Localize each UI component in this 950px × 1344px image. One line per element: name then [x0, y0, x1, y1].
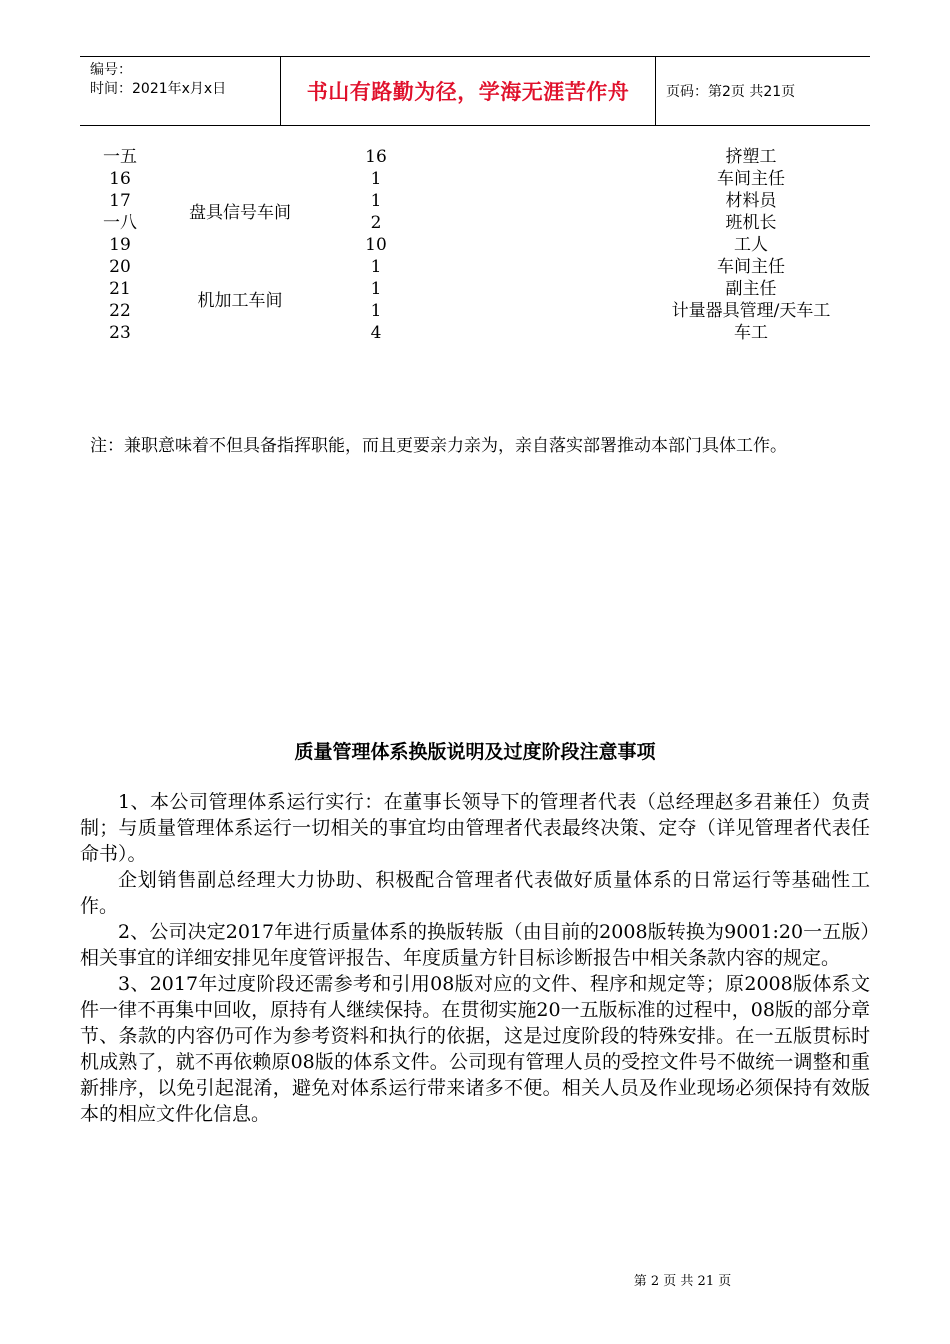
row-role: 材料员 [725, 191, 777, 211]
page-header [80, 56, 870, 126]
row-count: 1 [370, 191, 382, 211]
header-page-cell [656, 57, 870, 125]
header-meta-cell [80, 57, 281, 125]
row-count: 4 [370, 323, 382, 343]
row-count: 1 [370, 169, 382, 189]
page-footer: 第 2 页 共 21 页 [633, 1274, 732, 1289]
row-role: 车间主任 [717, 257, 785, 277]
row-number: 22 [109, 301, 131, 321]
body-paragraph: 2、公司决定2017年进行质量体系的换版转版（由目前的2008版转换为9001:20一五版）相关事宜的详细安排见年度管评报告、年度质量方针目标诊断报告中相关条款内容的规定。 [80, 921, 870, 969]
row-number: 23 [109, 323, 131, 343]
row-role: 车工 [734, 323, 768, 343]
row-number: 19 [109, 235, 131, 255]
document-code-label: 编号： [90, 62, 132, 78]
row-count: 10 [365, 235, 387, 255]
row-number: 一五 [103, 147, 137, 167]
section-title: 质量管理体系换版说明及过度阶段注意事项 [294, 741, 656, 763]
row-count: 1 [370, 279, 382, 299]
table-row [80, 322, 870, 344]
row-number: 21 [109, 279, 131, 299]
table-row [80, 256, 870, 278]
row-count: 2 [370, 213, 382, 233]
row-count: 1 [370, 257, 382, 277]
table-row [80, 146, 870, 168]
row-role: 副主任 [725, 279, 777, 299]
row-count: 1 [370, 301, 382, 321]
body-paragraph: 企划销售副总经理大力协助、积极配合管理者代表做好质量体系的日常运行等基础性工作。 [80, 869, 870, 917]
row-role: 车间主任 [717, 169, 785, 189]
header-motto-cell [281, 57, 656, 125]
row-number: 一八 [103, 213, 137, 233]
table-row [80, 168, 870, 190]
row-count: 16 [365, 147, 387, 167]
document-time-label: 时间：2021年x月x日 [90, 81, 227, 97]
table-row [80, 234, 870, 256]
row-number: 20 [109, 257, 131, 277]
row-role: 计量器具管理/天车工 [671, 301, 831, 321]
row-role: 班机长 [725, 213, 777, 233]
header-motto: 书山有路勤为径，学海无涯苦作舟 [306, 80, 630, 104]
table-note: 注：兼职意味着不但具备指挥职能，而且更要亲力亲为，亲自落实部署推动本部门具体工作。 [90, 436, 787, 456]
department-cell: 机加工车间 [197, 291, 283, 311]
row-role: 挤塑工 [725, 147, 777, 167]
header-page-info: 页码：第2页 共21页 [666, 84, 796, 100]
row-number: 16 [109, 169, 131, 189]
department-cell: 盘具信号车间 [189, 203, 291, 223]
section-body [80, 789, 870, 1127]
body-paragraph: 1、本公司管理体系运行实行：在董事长领导下的管理者代表（总经理赵多君兼任）负责制；与质量管理体系运行一切相关的事宜均由管理者代表最终决策、定夺（详见管理者代表任命书）。 [80, 791, 870, 865]
row-number: 17 [109, 191, 131, 211]
row-role: 工人 [734, 235, 768, 255]
body-paragraph: 3、2017年过度阶段还需参考和引用08版对应的文件、程序和规定等；原2008版体系文件一律不再集中回收，原持有人继续保持。在贯彻实施20一五版标准的过程中，08版的部分章节、条款的内容仍可作为参考资料和执行的依据，这是过度阶段的特殊安排。在一五版贯标时机成熟了，就不再依赖原08版的体系文件。公司现有管理人员的受控文件号不做统一调整和重新排序，以免引起混淆，避免对体系运行带来诸多不便。相关人员及作业现场必须保持有效版本的相应文件化信息。 [80, 973, 870, 1125]
